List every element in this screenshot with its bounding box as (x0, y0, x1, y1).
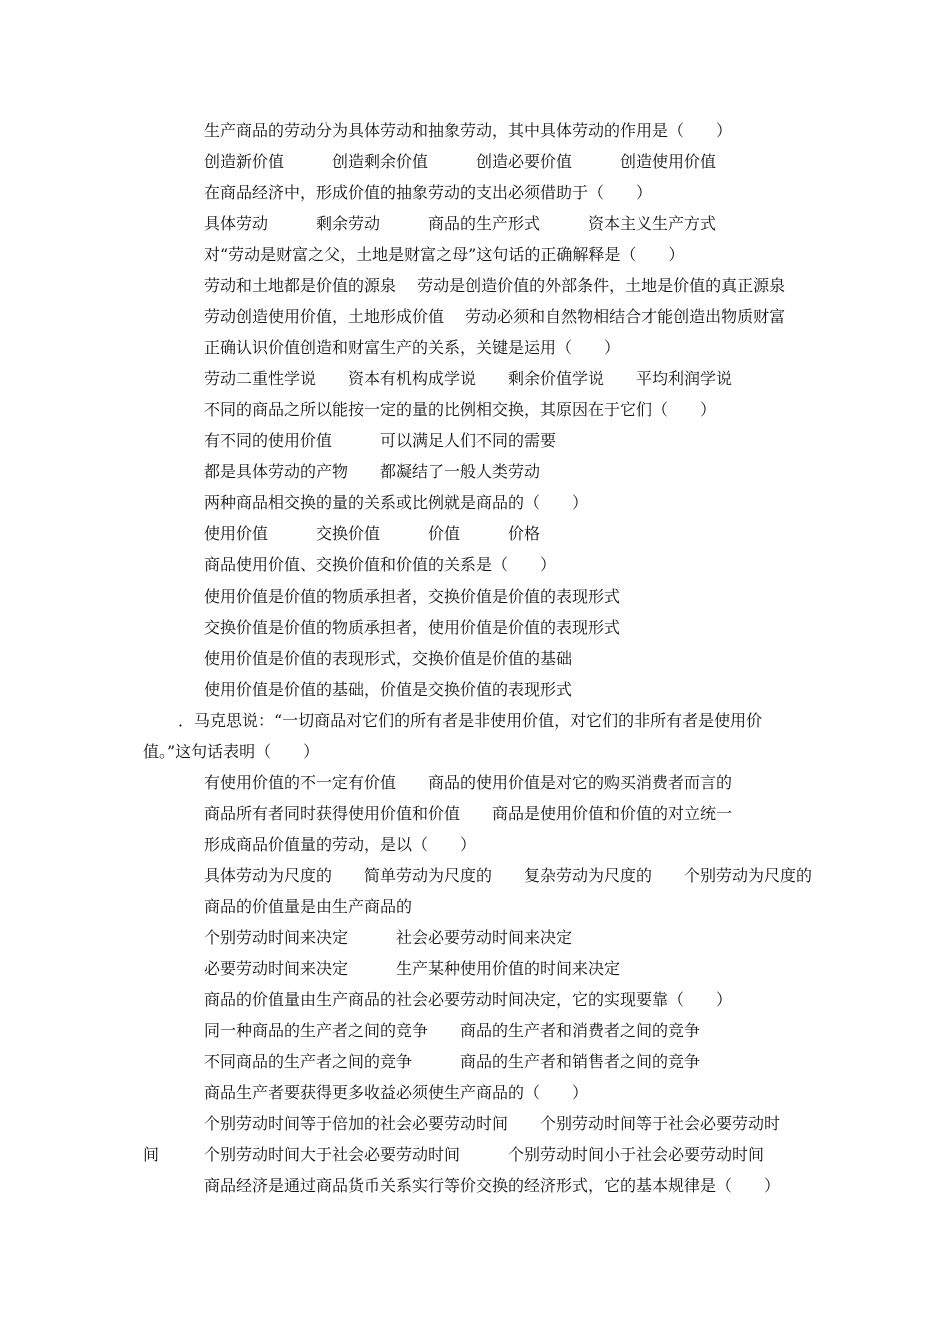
options-8b: 商品所有者同时获得使用价值和价值 商品是使用价值和价值的对立统一 (204, 804, 733, 823)
options-5b: 都是具体劳动的产物 都凝结了一般人类劳动 (204, 462, 541, 481)
option-7d: 使用价值是价值的基础，价值是交换价值的表现形式 (204, 680, 573, 699)
question-12: 商品生产者要获得更多收益必须使生产商品的（ ） (204, 1083, 589, 1102)
options-10a: 个别劳动时间来决定 社会必要劳动时间来决定 (204, 928, 573, 947)
question-6: 两种商品相交换的量的关系或比例就是商品的（ ） (204, 493, 589, 512)
options-2: 具体劳动 剩余劳动 商品的生产形式 资本主义生产方式 (204, 214, 717, 233)
question-10: 商品的价值量是由生产商品的 (204, 897, 413, 916)
options-4: 劳动二重性学说 资本有机构成学说 剩余价值学说 平均利润学说 (204, 369, 733, 388)
question-13: 商品经济是通过商品货币关系实行等价交换的经济形式，它的基本规律是（ ） (204, 1176, 781, 1195)
options-12a: 个别劳动时间等于倍加的社会必要劳动时间 个别劳动时间等于社会必要劳动时 (204, 1114, 781, 1133)
question-8-line1: ．马克思说：“一切商品对它们的所有者是非使用价值，对它们的非所有者是使用价 (178, 711, 763, 730)
question-1: 生产商品的劳动分为具体劳动和抽象劳动，其中具体劳动的作用是（ ） (204, 121, 733, 140)
options-12b: 个别劳动时间大于社会必要劳动时间 个别劳动时间小于社会必要劳动时间 (204, 1145, 765, 1164)
options-11b: 不同商品的生产者之间的竞争 商品的生产者和销售者之间的竞争 (204, 1052, 701, 1071)
question-7: 商品使用价值、交换价值和价值的关系是（ ） (204, 555, 557, 574)
options-12-wrap: 间 (143, 1145, 160, 1164)
question-3: 对“劳动是财富之父，土地是财富之母”这句话的正确解释是（ ） (204, 245, 685, 264)
option-7c: 使用价值是价值的表现形式，交换价值是价值的基础 (204, 649, 573, 668)
question-11: 商品的价值量由生产商品的社会必要劳动时间决定，它的实现要靠（ ） (204, 990, 733, 1009)
options-9: 具体劳动为尺度的 简单劳动为尺度的 复杂劳动为尺度的 个别劳动为尺度的 (204, 866, 813, 885)
options-8a: 有使用价值的不一定有价值 商品的使用价值是对它的购买消费者而言的 (204, 773, 733, 792)
question-2: 在商品经济中，形成价值的抽象劳动的支出必须借助于（ ） (204, 183, 653, 202)
options-1: 创造新价值 创造剩余价值 创造必要价值 创造使用价值 (204, 152, 717, 171)
question-8-line2: 值。”这句话表明（ ） (143, 742, 320, 761)
question-9: 形成商品价值量的劳动，是以（ ） (204, 835, 477, 854)
question-5: 不同的商品之所以能按一定的量的比例相交换，其原因在于它们（ ） (204, 400, 717, 419)
options-3a: 劳动和土地都是价值的源泉 劳动是创造价值的外部条件，土地是价值的真正源泉 (204, 276, 786, 295)
options-11a: 同一种商品的生产者之间的竞争 商品的生产者和消费者之间的竞争 (204, 1021, 701, 1040)
options-6: 使用价值 交换价值 价值 价格 (204, 524, 541, 543)
option-7b: 交换价值是价值的物质承担者，使用价值是价值的表现形式 (204, 618, 621, 637)
question-4: 正确认识价值创造和财富生产的关系，关键是运用（ ） (204, 338, 621, 357)
options-5a: 有不同的使用价值 可以满足人们不同的需要 (204, 431, 557, 450)
options-3b: 劳动创造使用价值，土地形成价值 劳动必须和自然物相结合才能创造出物质财富 (204, 307, 786, 326)
option-7a: 使用价值是价值的物质承担者，交换价值是价值的表现形式 (204, 587, 621, 606)
options-10b: 必要劳动时间来决定 生产某种使用价值的时间来决定 (204, 959, 621, 978)
